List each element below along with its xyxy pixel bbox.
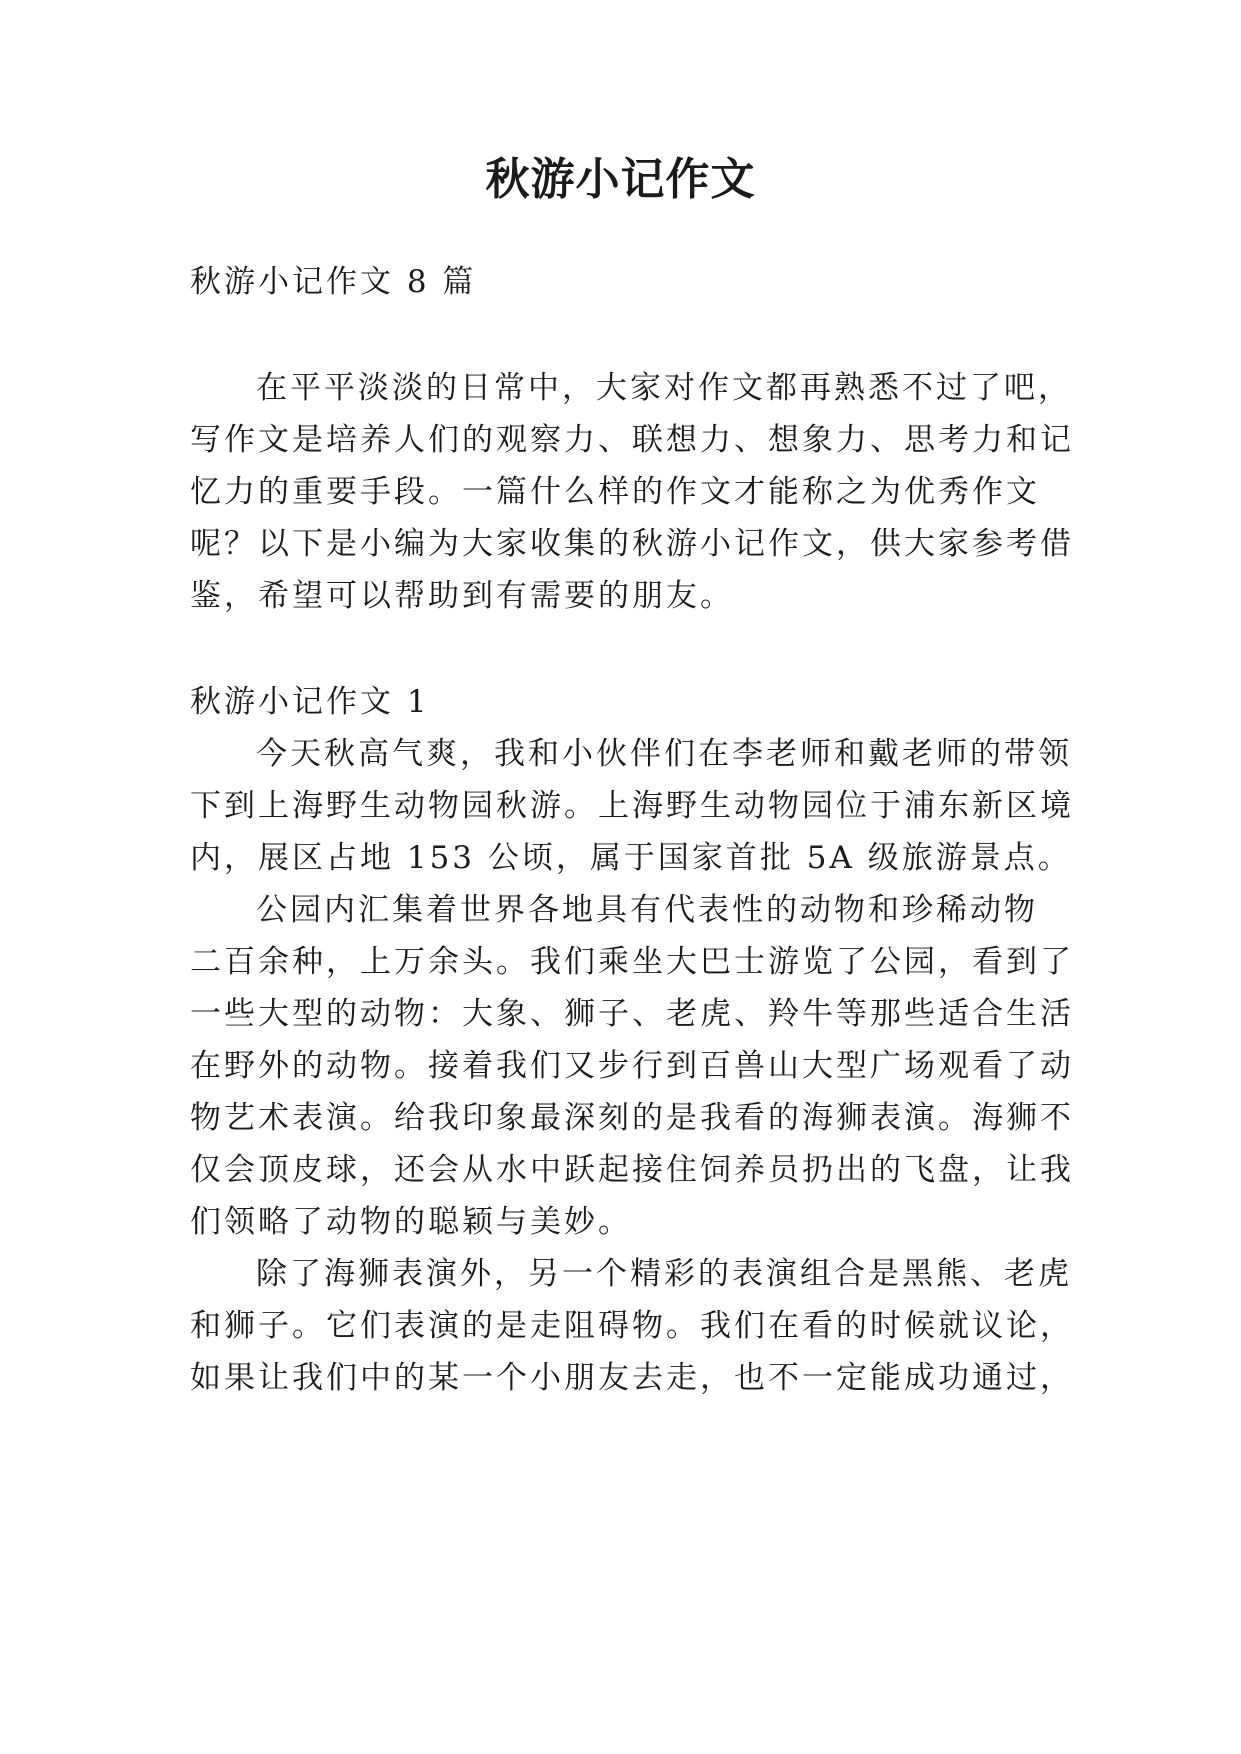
paragraph-line: 内，展区占地 153 公顷，属于国家首批 5A 级旅游景点。	[190, 840, 1072, 876]
paragraph-line: 今天秋高气爽，我和小伙伴们在李老师和戴老师的带领	[256, 736, 1072, 772]
intro-line: 写作文是培养人们的观察力、联想力、想象力、思考力和记	[190, 422, 1074, 458]
intro-line: 呢？以下是小编为大家收集的秋游小记作文，供大家参考借	[190, 526, 1074, 562]
paragraph-line: 二百余种，上万余头。我们乘坐大巴士游览了公园，看到了	[190, 944, 1074, 980]
paragraph-line: 一些大型的动物：大象、狮子、老虎、羚牛等那些适合生活	[190, 996, 1074, 1032]
section-heading: 秋游小记作文 1	[190, 684, 430, 720]
intro-line: 忆力的重要手段。一篇什么样的作文才能称之为优秀作文	[190, 474, 1040, 510]
paragraph-line: 物艺术表演。给我印象最深刻的是我看的海狮表演。海狮不	[190, 1100, 1074, 1136]
paragraph-line: 在野外的动物。接着我们又步行到百兽山大型广场观看了动	[190, 1048, 1074, 1084]
intro-line: 鉴，希望可以帮助到有需要的朋友。	[190, 578, 734, 614]
paragraph-line: 公园内汇集着世界各地具有代表性的动物和珍稀动物	[256, 892, 1038, 928]
intro-line: 在平平淡淡的日常中，大家对作文都再熟悉不过了吧，	[256, 370, 1072, 406]
document-subtitle: 秋游小记作文 8 篇	[190, 264, 477, 300]
paragraph-line: 和狮子。它们表演的是走阻碍物。我们在看的时候就议论，	[190, 1308, 1074, 1344]
document-title: 秋游小记作文	[485, 154, 756, 205]
paragraph-line: 下到上海野生动物园秋游。上海野生动物园位于浦东新区境	[190, 788, 1074, 824]
paragraph-line: 除了海狮表演外，另一个精彩的表演组合是黑熊、老虎	[256, 1256, 1072, 1292]
paragraph-line: 仅会顶皮球，还会从水中跃起接住饲养员扔出的飞盘，让我	[190, 1152, 1074, 1188]
paragraph-line: 如果让我们中的某一个小朋友去走，也不一定能成功通过，	[190, 1360, 1074, 1396]
paragraph-line: 们领略了动物的聪颖与美妙。	[190, 1204, 632, 1240]
